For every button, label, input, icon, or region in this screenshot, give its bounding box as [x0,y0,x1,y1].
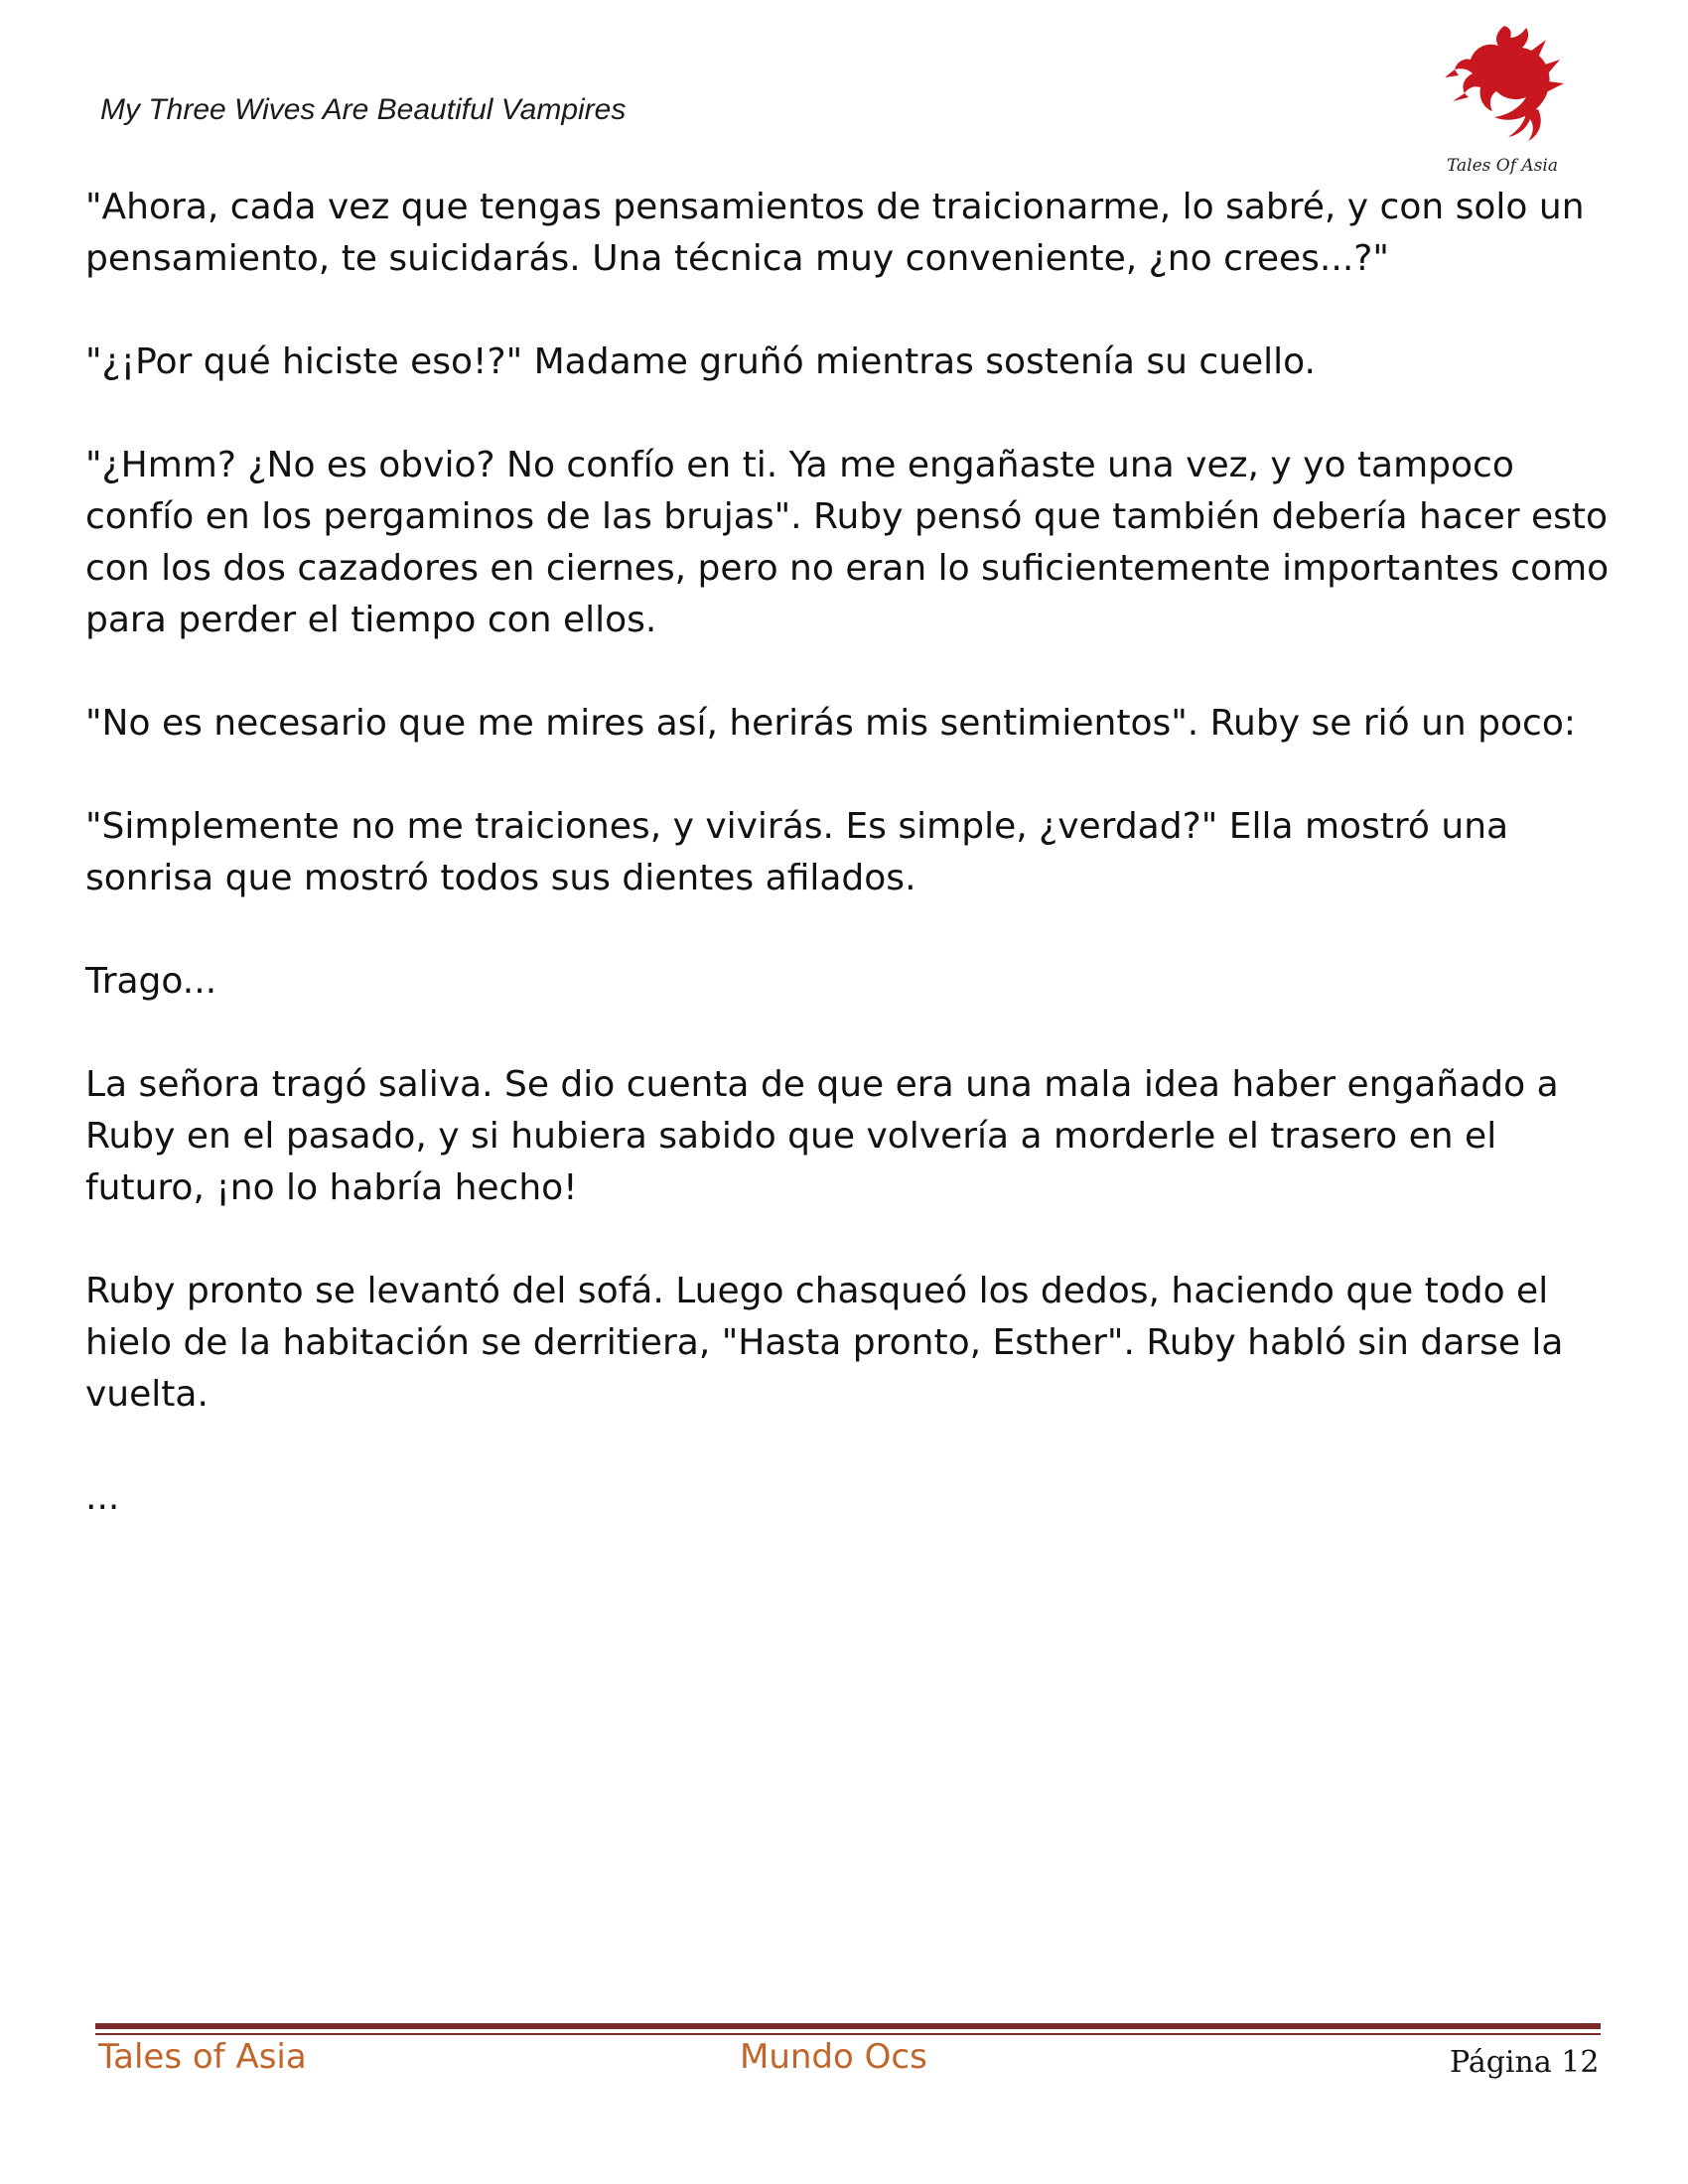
logo-text: Tales Of Asia [1447,156,1558,176]
paragraph: ... [85,1477,120,1518]
red-dragon-icon [1445,26,1564,141]
footer-publisher: Tales of Asia [98,2037,307,2077]
logo [1435,18,1569,182]
running-title: My Three Wives Are Beautiful Vampires [100,93,627,126]
page-number: Página 12 [1450,2045,1600,2080]
paragraph: "Simplemente no me traiciones, y vivirás. Es simple, ¿verdad?" Ella mostró una sonrisa que mostró todos sus dientes afilados. [85,806,1509,898]
body-text [85,182,1615,1575]
paragraph: "Ahora, cada vez que tengas pensamientos de traicionarme, lo sabré, y con solo un pensamiento, te suicidarás. Una técnica muy conveniente, ¿no crees...?" [85,187,1585,279]
paragraph: "¿¡Por qué hiciste eso!?" Madame gruñó mientras sostenía su cuello. [85,341,1316,382]
paragraph: Trago... [85,961,217,1002]
paragraph: La señora tragó saliva. Se dio cuenta de que era una mala idea haber engañado a Ruby en el pasado, y si hubiera sabido que volvería a morderle el trasero en el futuro, ¡no lo habría hecho! [85,1064,1559,1208]
paragraph: "¿Hmm? ¿No es obvio? No confío en ti. Ya me engañaste una vez, y yo tampoco confío en los pergaminos de las brujas". Ruby pensó que también debería hacer esto con los dos cazadores en ciernes, pero no eran lo suficientemente importantes como para perder el tiempo con ellos. [85,445,1610,640]
footer-section: Mundo Ocs [740,2037,927,2077]
paragraph: Ruby pronto se levantó del sofá. Luego chasqueó los dedos, haciendo que todo el hielo de la habitación se derritiera, "Hasta pronto, Esther". Ruby habló sin darse la vuelta. [85,1271,1564,1415]
paragraph: "No es necesario que me mires así, herirás mis sentimientos". Ruby se rió un poco: [85,703,1576,744]
